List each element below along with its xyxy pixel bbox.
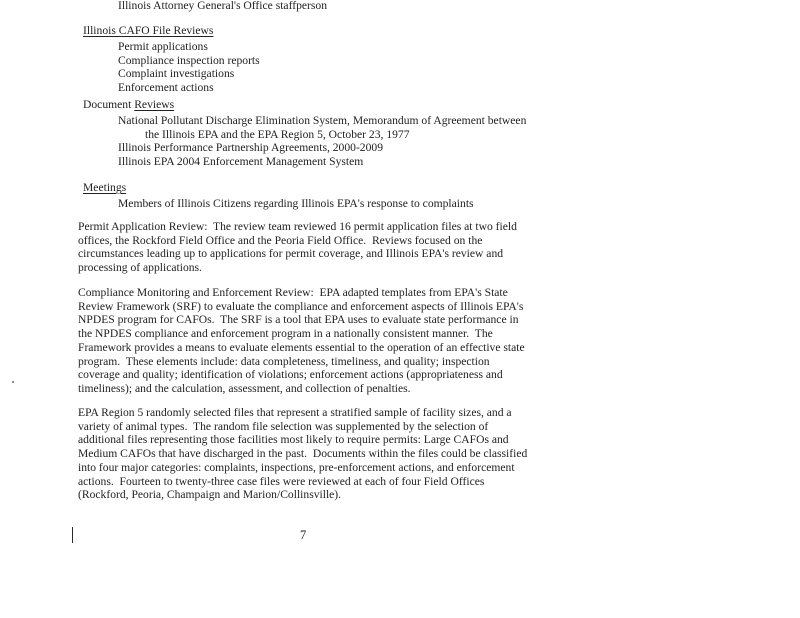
paragraph-line: variety of animal types. The random file selection was supplemented by the selection of bbox=[78, 419, 489, 433]
intro-line: Illinois Attorney General's Office staffperson bbox=[118, 0, 328, 12]
page-number: 7 bbox=[300, 528, 307, 542]
section-heading bbox=[83, 181, 474, 195]
paragraph-line: Framework provides a means to evaluate elements essential to the operation of an effective state bbox=[78, 340, 525, 354]
paragraph-line: actions. Fourteen to twenty-three case files were reviewed at each of four Field Offices bbox=[78, 474, 485, 488]
paragraph-line: into four major categories: complaints, inspections, pre-enforcement actions, and enforcement bbox=[78, 460, 515, 474]
paragraph-line: additional files representing those facilities most likely to require permits: Large CAFOs and bbox=[78, 433, 509, 447]
section-meetings bbox=[83, 181, 474, 211]
paragraph-line: timeliness); and the calculation, assessment, and collection of penalties. bbox=[78, 381, 411, 395]
list-item: Illinois EPA 2004 Enforcement Management System bbox=[118, 155, 364, 169]
list-item: Members of Illinois Citizens regarding Illinois EPA's response to complaints bbox=[118, 196, 474, 210]
heading-underlined-text: Illinois CAFO File Reviews bbox=[83, 24, 214, 37]
paragraph-line: EPA Region 5 randomly selected files that represent a stratified sample of facility sizes, and a bbox=[78, 406, 512, 419]
paragraph-line: NPDES program for CAFOs. The SRF is a tool that EPA uses to evaluate state performance in bbox=[78, 313, 519, 327]
list-item: National Pollutant Discharge Elimination System, Memorandum of Agreement between bbox=[118, 113, 527, 127]
paragraph-line: processing of applications. bbox=[78, 261, 202, 275]
section-heading bbox=[83, 24, 260, 38]
paragraph-line: the NPDES compliance and enforcement program in a nationally consistent manner. The bbox=[78, 327, 493, 341]
paragraph-line: offices, the Rockford Field Office and the Peoria Field Office. Reviews focused on the bbox=[78, 233, 483, 247]
list-item: Complaint investigations bbox=[118, 67, 235, 81]
paragraph-line: (Rockford, Peoria, Champaign and Marion/Collinsville). bbox=[78, 488, 342, 502]
paragraph-line: program. These elements include: data completeness, timeliness, and quality; inspection bbox=[78, 354, 490, 368]
paragraph-line: Permit Application Review: The review team reviewed 16 permit application files at two field bbox=[78, 220, 517, 233]
section-heading bbox=[83, 98, 526, 112]
list-item: Illinois Performance Partnership Agreements, 2000-2009 bbox=[118, 141, 383, 155]
paragraph-compliance-monitoring-review bbox=[78, 286, 525, 396]
section-illinois-cafo-file-reviews bbox=[83, 24, 260, 95]
paragraph-line: Compliance Monitoring and Enforcement Review: EPA adapted templates from EPA's State bbox=[78, 286, 508, 299]
list-item: Compliance inspection reports bbox=[118, 53, 260, 67]
paragraph-line: Medium CAFOs that have discharged in the past. Documents within the files could be classified bbox=[78, 447, 528, 461]
paragraph-file-selection bbox=[78, 406, 527, 502]
paragraph-line: circumstances leading up to applications for permit coverage, and Illinois EPA's review and bbox=[78, 247, 504, 261]
paragraph-permit-application-review bbox=[78, 220, 517, 275]
text-cursor-mark bbox=[72, 527, 73, 543]
list-item: Permit applications bbox=[118, 39, 208, 53]
scan-artifact-dot bbox=[12, 381, 14, 383]
paragraph-line: coverage and quality; identification of violations; enforcement actions (appropriateness and bbox=[78, 368, 503, 382]
section-document-reviews bbox=[83, 98, 526, 169]
paragraph-line: Review Framework (SRF) to evaluate the compliance and enforcement aspects of Illinois EPA's bbox=[78, 299, 524, 313]
list-item: Enforcement actions bbox=[118, 81, 214, 95]
list-item: the Illinois EPA and the EPA Region 5, October 23, 1977 bbox=[145, 127, 410, 141]
heading-prefix: Document bbox=[83, 98, 135, 111]
heading-underlined-text: Reviews bbox=[134, 98, 175, 111]
heading-underlined-text: Meetings bbox=[83, 181, 127, 194]
